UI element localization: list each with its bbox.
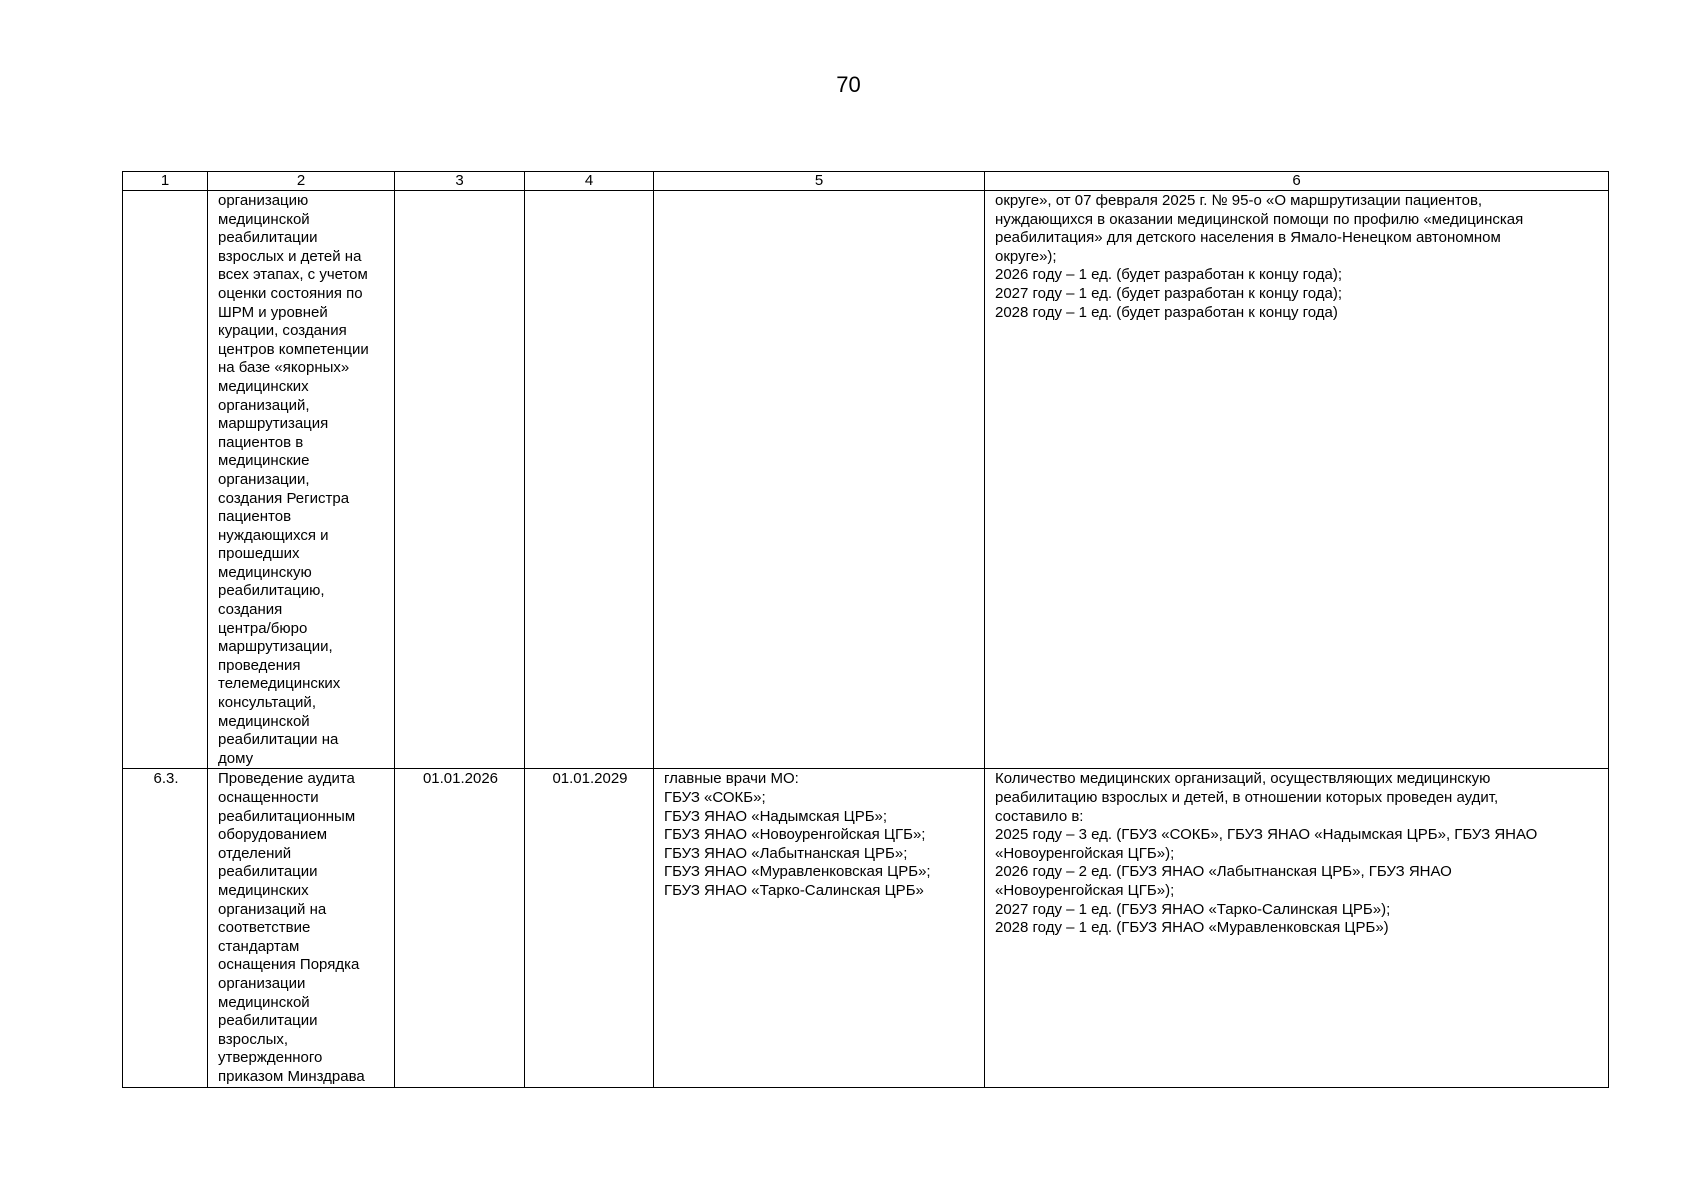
header-cell-3: 3: [395, 172, 525, 191]
header-cell-6: 6: [985, 172, 1609, 191]
task-cell: Проведение аудита оснащенности реабилитационным оборудованием отделений реабилитации медицинских организаций на соответствие стандартам оснащения Порядка организации медицинской реабилитации взрослых, утвержденного приказом Минздрава: [208, 769, 395, 1087]
table-row: [123, 191, 1609, 769]
task-cell: организацию медицинской реабилитации взрослых и детей на всех этапах, с учетом оценки состояния по ШРМ и уровней курации, создания центров компетенции на базе «якорных» медицинских организаций, маршрутизация пациентов в медицинские организации, создания Регистра пациентов нуждающихся и прошедших медицинскую реабилитацию, создания центра/бюро маршрутизации, проведения телемедицинских консультаций, медицинской реабилитации на дому: [208, 191, 395, 769]
header-cell-5: 5: [654, 172, 985, 191]
header-cell-4: 4: [525, 172, 654, 191]
end-date-cell: [525, 191, 654, 769]
row-number-cell: [123, 191, 208, 769]
plan-table: [122, 171, 1609, 1088]
table-row: [123, 769, 1609, 1087]
responsible-cell: [654, 191, 985, 769]
row-number-cell: 6.3.: [123, 769, 208, 1087]
result-cell: Количество медицинских организаций, осуществляющих медицинскую реабилитацию взрослых и детей, в отношении которых проведен аудит, составило в: 2025 году – 3 ед. (ГБУЗ «СОКБ», ГБУЗ ЯНАО «Надымская ЦРБ», ГБУЗ ЯНАО «Новоуренгойская ЦГБ»); 2026 году – 2 ед. (ГБУЗ ЯНАО «Лабытнанская ЦРБ», ГБУЗ ЯНАО «Новоуренгойская ЦГБ»); 2027 году – 1 ед. (ГБУЗ ЯНАО «Тарко-Салинская ЦРБ»); 2028 году – 1 ед. (ГБУЗ ЯНАО «Муравленковская ЦРБ»): [985, 769, 1609, 1087]
header-cell-1: 1: [123, 172, 208, 191]
page-number: 70: [836, 72, 861, 97]
result-cell: округе», от 07 февраля 2025 г. № 95-о «О маршрутизации пациентов, нуждающихся в оказании медицинской помощи по профилю «медицинская реабилитация» для детского населения в Ямало-Ненецком автономном округе»); 2026 году – 1 ед. (будет разработан к концу года); 2027 году – 1 ед. (будет разработан к концу года); 2028 году – 1 ед. (будет разработан к концу года): [985, 191, 1609, 769]
end-date-cell: 01.01.2029: [525, 769, 654, 1087]
start-date-cell: [395, 191, 525, 769]
start-date-cell: 01.01.2026: [395, 769, 525, 1087]
table-header-row: [123, 172, 1609, 191]
header-cell-2: 2: [208, 172, 395, 191]
responsible-cell: главные врачи МО: ГБУЗ «СОКБ»; ГБУЗ ЯНАО «Надымская ЦРБ»; ГБУЗ ЯНАО «Новоуренгойская ЦГБ»; ГБУЗ ЯНАО «Лабытнанская ЦРБ»; ГБУЗ ЯНАО «Муравленковская ЦРБ»; ГБУЗ ЯНАО «Тарко-Салинская ЦРБ»: [654, 769, 985, 1087]
